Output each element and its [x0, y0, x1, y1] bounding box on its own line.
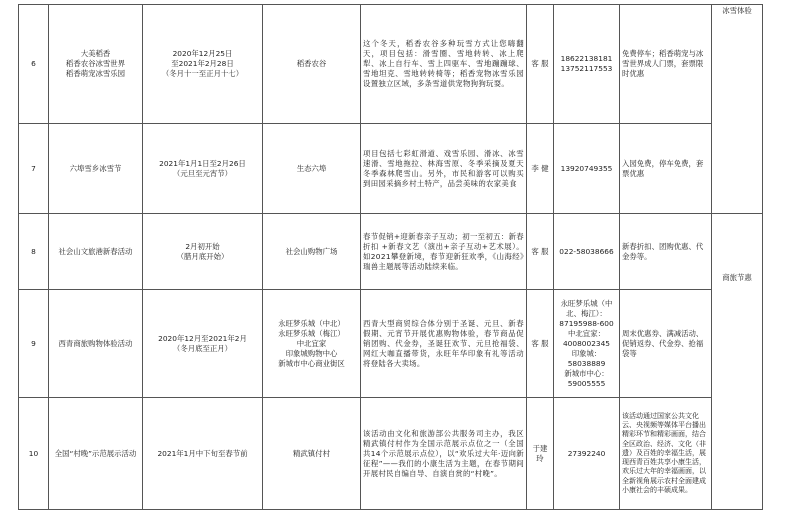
activity-content: 这个冬天，稻香农谷多种玩雪方式让您嗨翻天，项目包括：滑雪圈、雪地转转、冰上爬犁、冰上自行车、雪上四驱车、雪地蹦蹦球、雪地坦克、雪地转转椅等；稻香宠物冰雪乐园设置独立区域，多条雪道供宠物狗狗玩耍。: [361, 5, 527, 124]
activity-time: 2020年12月至2021年2月 （冬月底至正月）: [143, 290, 263, 398]
table-row: [19, 5, 763, 124]
offer-measures: 新春折扣、团购优惠、代金券等。: [620, 214, 712, 290]
contact-person: 客 服: [527, 290, 554, 398]
row-number: 10: [19, 398, 49, 510]
table-row: [19, 398, 763, 510]
category-label: 商旅节惠: [722, 273, 752, 282]
activity-content: 春节促销+迎新春亲子互动；初一至初五：新春折扣 +新春文艺（演出+亲子互动+艺术展）。如2021攀登新境，春节迎新狂欢季，《山海经》瑞兽主题展等活动陆续来临。: [361, 214, 527, 290]
contact-person: 客 服: [527, 5, 554, 124]
contact-person: 李 健: [527, 124, 554, 214]
offer-measures: 周末优惠券、满减活动、促销返券、代金券、抢福袋等: [620, 290, 712, 398]
activity-venue: 稻香农谷: [263, 5, 361, 124]
table-row: [19, 124, 763, 214]
category-cell: [712, 214, 763, 510]
offer-measures: 免费停车；稻香萌宠与冰雪世界成人门票，套票限时优惠: [620, 5, 712, 124]
offer-measures: 该活动通过国家公共文化云、央视频等媒体平台播出精彩环节和精彩画面，结合全区政治、经济、文化（非遗）及百姓的幸福生活，展现西青百姓共享小康生活，欢乐过大年的幸福画面，以全新视角展示农村全面建成小康社会的丰硕成果。: [620, 398, 712, 510]
row-number: 6: [19, 5, 49, 124]
category-label: 冰雪体验: [722, 6, 752, 15]
contact-phone: 18622138181 13752117553: [554, 5, 620, 124]
activity-time: 2020年12月25日 至2021年2月28日 （冬月十一至正月十七）: [143, 5, 263, 124]
contact-phone: 永旺梦乐城（中北、梅江）： 87195988-600 中北宜家： 4008002345 印象城： 58038889 新城市中心： 59005555: [554, 290, 620, 398]
activity-venue: 生态六埠: [263, 124, 361, 214]
activity-name: 全国“村晚”示范展示活动: [49, 398, 143, 510]
row-number: 8: [19, 214, 49, 290]
activity-name: 大美稻香 稻香农谷冰雪世界 稻香萌宠冰雪乐园: [49, 5, 143, 124]
activity-name: 社会山文旅港新春活动: [49, 214, 143, 290]
activity-content: 该活动由文化和旅游部公共服务司主办，我区精武镇付村作为全国示范展示点位之一（全国共14个示范展示点位），以“欢乐过大年·迈向新征程”——我们的小康生活为主题，在春节期间开展村民自编自导、自演自赏的“村晚”。: [361, 398, 527, 510]
activity-time: 2021年1月1日至2月26日 （元旦至元宵节）: [143, 124, 263, 214]
activity-venue: 精武镇付村: [263, 398, 361, 510]
activity-name: 西青商旅购物体验活动: [49, 290, 143, 398]
contact-phone: 13920749355: [554, 124, 620, 214]
activity-time: 2月初开始 （腊月底开始）: [143, 214, 263, 290]
activity-venue: 社会山购物广场: [263, 214, 361, 290]
activity-table: [18, 4, 763, 510]
contact-person: 于建玲: [527, 398, 554, 510]
row-number: 7: [19, 124, 49, 214]
row-number: 9: [19, 290, 49, 398]
activity-name: 六埠雪乡冰雪节: [49, 124, 143, 214]
activity-content: 西青大型商贸综合体分别于圣诞、元旦、新春假期、元宵节开展优惠购物体验，春节商品促销团购、代金券，圣诞狂欢节、元旦抢福袋、网红大咖直播带货，永旺年华印象有礼等活动将登陆各大卖场。: [361, 290, 527, 398]
table-row: [19, 214, 763, 290]
contact-person: 客 服: [527, 214, 554, 290]
category-cell: [712, 5, 763, 214]
activity-content: 项目包括七彩虹滑道、戏雪乐园、滑冰、冰雪速滑、雪地拖拉、林海雪原、冬季采摘及夏天冬季森林爬雪山。另外，市民和游客可以购买到田园采摘乡村土特产，品尝美味的农家美食: [361, 124, 527, 214]
activity-venue: 永旺梦乐城（中北） 永旺梦乐城（梅江） 中北宜家 印象城购物中心 新城市中心商业街区: [263, 290, 361, 398]
activity-time: 2021年1月中下旬至春节前: [143, 398, 263, 510]
offer-measures: 入园免费，停车免费，套票优惠: [620, 124, 712, 214]
contact-phone: 022-58038666: [554, 214, 620, 290]
contact-phone: 27392240: [554, 398, 620, 510]
table-row: [19, 290, 763, 398]
